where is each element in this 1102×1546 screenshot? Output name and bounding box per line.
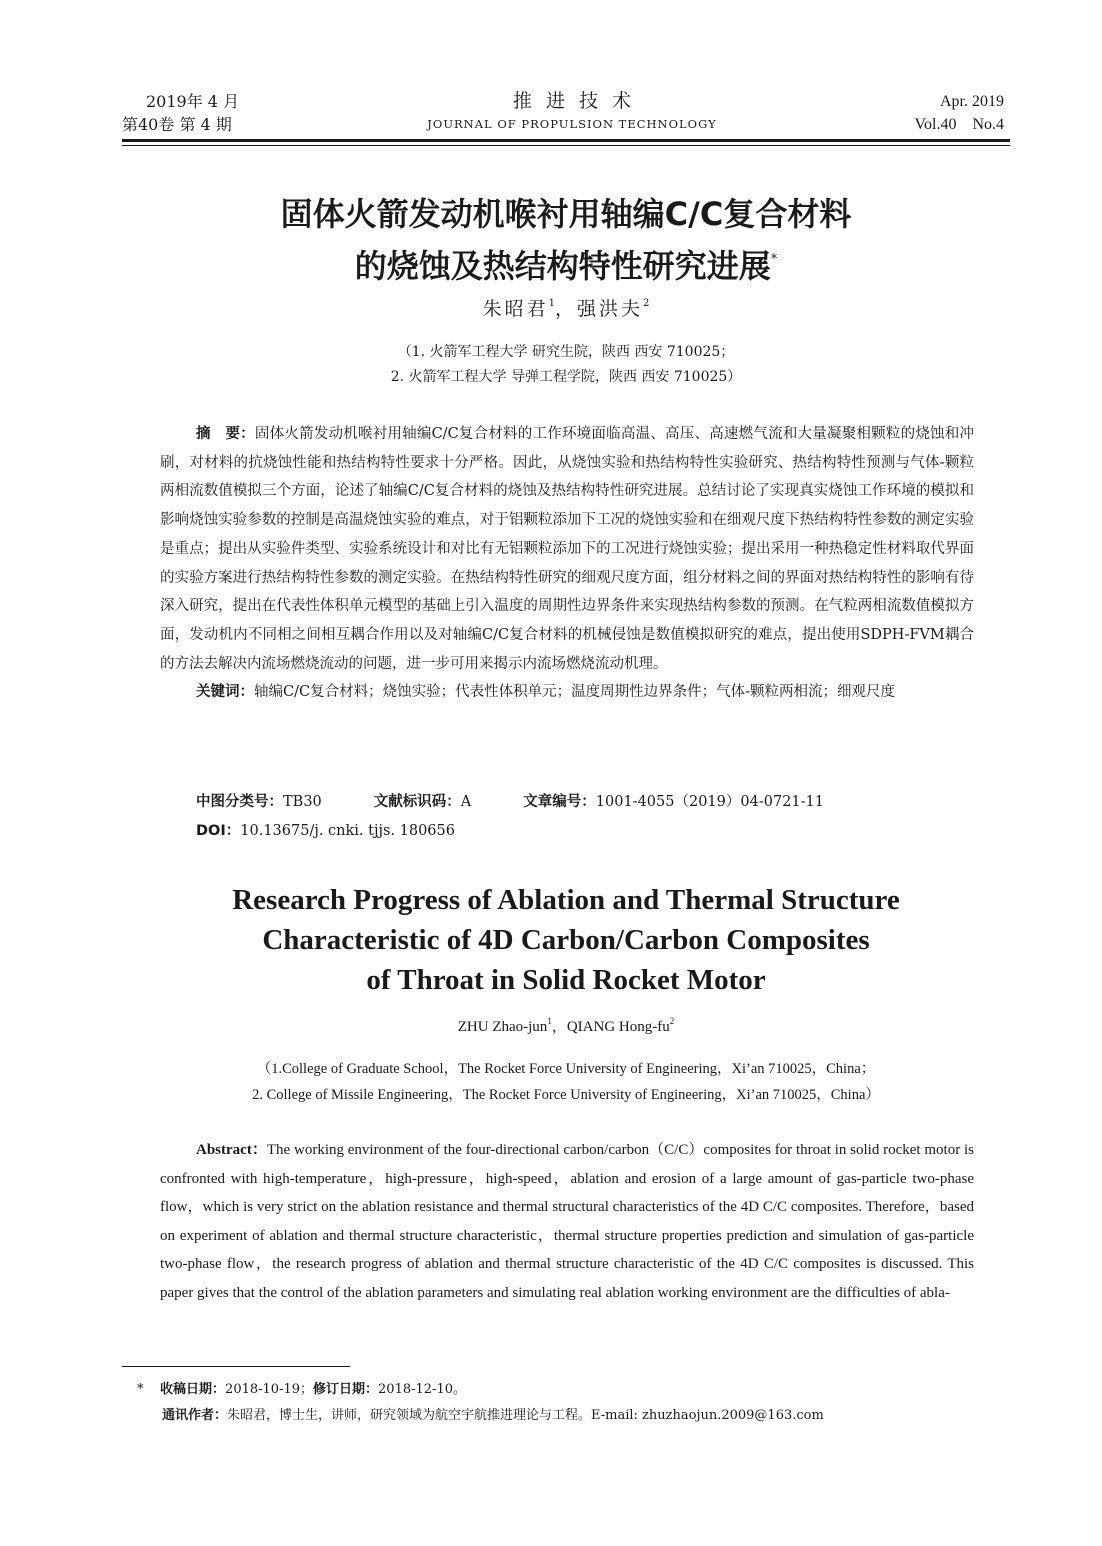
paper-title-en: [150, 880, 982, 1000]
title-en-line1: Research Progress of Ablation and Thermal Structure: [232, 884, 900, 916]
abstract-cn-text: 固体火箭发动机喉衬用轴编C/C复合材料的工作环境面临高温、高压、高速燃气流和大量凝聚相颗粒的烧蚀和冲刷，对材料的抗烧蚀性能和热结构特性要求十分严格。因此，从烧蚀实验和热结构特性实验研究、热结构特性预测与气体-颗粒两相流数值模拟三个方面，论述了轴编C/C复合材料的烧蚀及热结构特性研究进展。总结讨论了实现真实烧蚀工作环境的模拟和影响烧蚀实验参数的控制是高温烧蚀实验的难点，对于铝颗粒添加下工况的烧蚀实验和在细观尺度下热结构特性参数的测定实验是重点；提出从实验件类型、实验系统设计和对比有无铝颗粒添加下的工况进行烧蚀实验；提出采用一种热稳定性材料取代界面的实验方案进行热结构特性参数的测定实验。在热结构特性研究的细观尺度方面，组分材料之间的界面对热结构特性的影响有待深入研究，提出在代表性体积单元模型的基础上引入温度的周期性边界条件来实现热结构参数的预测。在气粒两相流数值模拟方面，发动机内不同相之间相互耦合作用以及对轴编C/C复合材料的机械侵蚀是数值模拟研究的难点，提出使用SDPH-FVM耦合的方法去解决内流场燃烧流动的问题，进一步可用来揭示内流场燃烧流动机理。: [160, 426, 975, 672]
abstract-en-block: [160, 1136, 974, 1307]
author-1-en: ZHU Zhao-jun: [457, 1019, 548, 1035]
footnote-dates: [137, 1380, 466, 1400]
clc-label: 中图分类号：: [196, 794, 283, 810]
volume-issue-en: Vol.40 No.4: [914, 116, 1004, 133]
paper-title-cn: [150, 192, 982, 289]
author-2-affil-en: 2: [669, 1016, 675, 1026]
issue-date-en: Apr. 2019: [940, 93, 1004, 110]
journal-name-cn: 推进技术: [512, 90, 645, 112]
doc-code-value: A: [460, 794, 472, 810]
author-1-affil-en: 1: [547, 1016, 552, 1026]
abstract-cn-label: 摘 要：: [196, 426, 255, 442]
article-no-value: 1001-4055（2019）04-0721-11: [595, 794, 824, 810]
doi-row: [196, 817, 455, 845]
received-label: 收稿日期：: [160, 1382, 226, 1397]
footnote-author: [162, 1406, 824, 1426]
article-no-label: 文章编号：: [523, 794, 596, 810]
affiliations-cn: [150, 340, 982, 390]
header-rule-thin: [122, 145, 1010, 146]
author-2-cn: 强洪夫: [577, 298, 644, 320]
author-1-cn: 朱昭君: [482, 298, 549, 320]
received-date: 2018-10-19；: [225, 1382, 314, 1397]
abstract-en-label: Abstract：: [196, 1142, 267, 1158]
keywords-cn-text: 轴编C/C复合材料；烧蚀实验；代表性体积单元；温度周期性边界条件；气体-颗粒两相流；细观尺度: [254, 684, 895, 701]
doc-code-label: 文献标识码：: [373, 794, 461, 810]
keywords-cn: [160, 678, 974, 707]
affiliation-cn-1: （1. 火箭军工程大学 研究生院，陕西 西安 710025；: [397, 344, 735, 360]
abstract-en: [160, 1136, 974, 1307]
title-cn-line2: [150, 237, 982, 289]
author-separator-en: ，: [551, 1019, 567, 1035]
classification-row: [196, 788, 824, 816]
footnote-rule: [122, 1366, 350, 1367]
affiliations-en: [140, 1056, 992, 1108]
doi-value: 10.13675/j. cnki. tjjs. 180656: [240, 823, 455, 839]
title-en-line3: of Throat in Solid Rocket Motor: [366, 964, 766, 996]
volume-issue-cn: 第40卷 第 4 期: [122, 115, 232, 134]
authors-en: [150, 1015, 982, 1036]
corresponding-author-label: 通讯作者：: [162, 1408, 228, 1423]
journal-name-en: JOURNAL OF PROPULSION TECHNOLOGY: [427, 117, 717, 131]
title-footnote-mark: *: [770, 252, 778, 267]
header-right: [915, 90, 1005, 136]
revised-label: 修订日期：: [313, 1382, 379, 1397]
author-2-en: QIANG Hong-fu: [566, 1019, 670, 1035]
authors-cn: [150, 294, 982, 321]
author-2-affil-cn: 2: [643, 298, 650, 309]
abstract-cn-block: [160, 420, 974, 707]
title-cn-line1: 固体火箭发动机喉衬用轴编C/C复合材料: [280, 195, 852, 233]
corresponding-author-text: 朱昭君，博士生，讲师，研究领域为航空宇航推进理论与工程。E-mail: zhuzhaojun.2009@163.com: [227, 1408, 824, 1423]
abstract-cn: [160, 420, 974, 678]
title-cn-line2-text: 的烧蚀及热结构特性研究进展: [354, 247, 771, 285]
keywords-cn-label: 关键词：: [196, 684, 254, 701]
header-rule-thick: [122, 139, 1010, 142]
affiliation-cn-2: 2. 火箭军工程大学 导弹工程学院，陕西 西安 710025）: [390, 369, 742, 385]
affiliation-en-2: 2. College of Missile Engineering，The Rocket Force University of Engineering，Xi’an 710025，China）: [252, 1087, 880, 1103]
footnote-star: *: [137, 1382, 144, 1397]
author-1-affil-cn: 1: [548, 298, 555, 309]
abstract-en-text: The working environment of the four-directional carbon/carbon（C/C）composites for throat in solid rocket motor is confronted with high-temperature，high-pressure，high-speed，ablation and erosion of a large amount of gas-particle two-phase flow，which is very strict on the ablation resistance and thermal structural characteristics of the 4D C/C composites. Therefore，based on experiment of ablation and thermal structure characteristic，thermal structure properties prediction and simulation of gas-particle two-phase flow，the research progress of ablation and thermal structure characteristic of the 4D C/C composites is discussed. This paper gives that the control of the ablation parameters and simulating real ablation working environment are the difficulties of abla-: [160, 1142, 974, 1301]
header-center: [380, 88, 764, 132]
author-separator-cn: ，: [554, 298, 577, 320]
issue-date-cn: 2019年 4 月: [146, 92, 240, 111]
title-en-line2: Characteristic of 4D Carbon/Carbon Composites: [262, 924, 870, 956]
revised-date: 2018-12-10。: [378, 1382, 466, 1397]
header-left: [122, 90, 239, 136]
doi-label: DOI：: [196, 823, 241, 839]
affiliation-en-1: （1.College of Graduate School，The Rocket Force University of Engineering，Xi’an 710025，China；: [256, 1061, 876, 1077]
clc-value: TB30: [283, 794, 322, 810]
